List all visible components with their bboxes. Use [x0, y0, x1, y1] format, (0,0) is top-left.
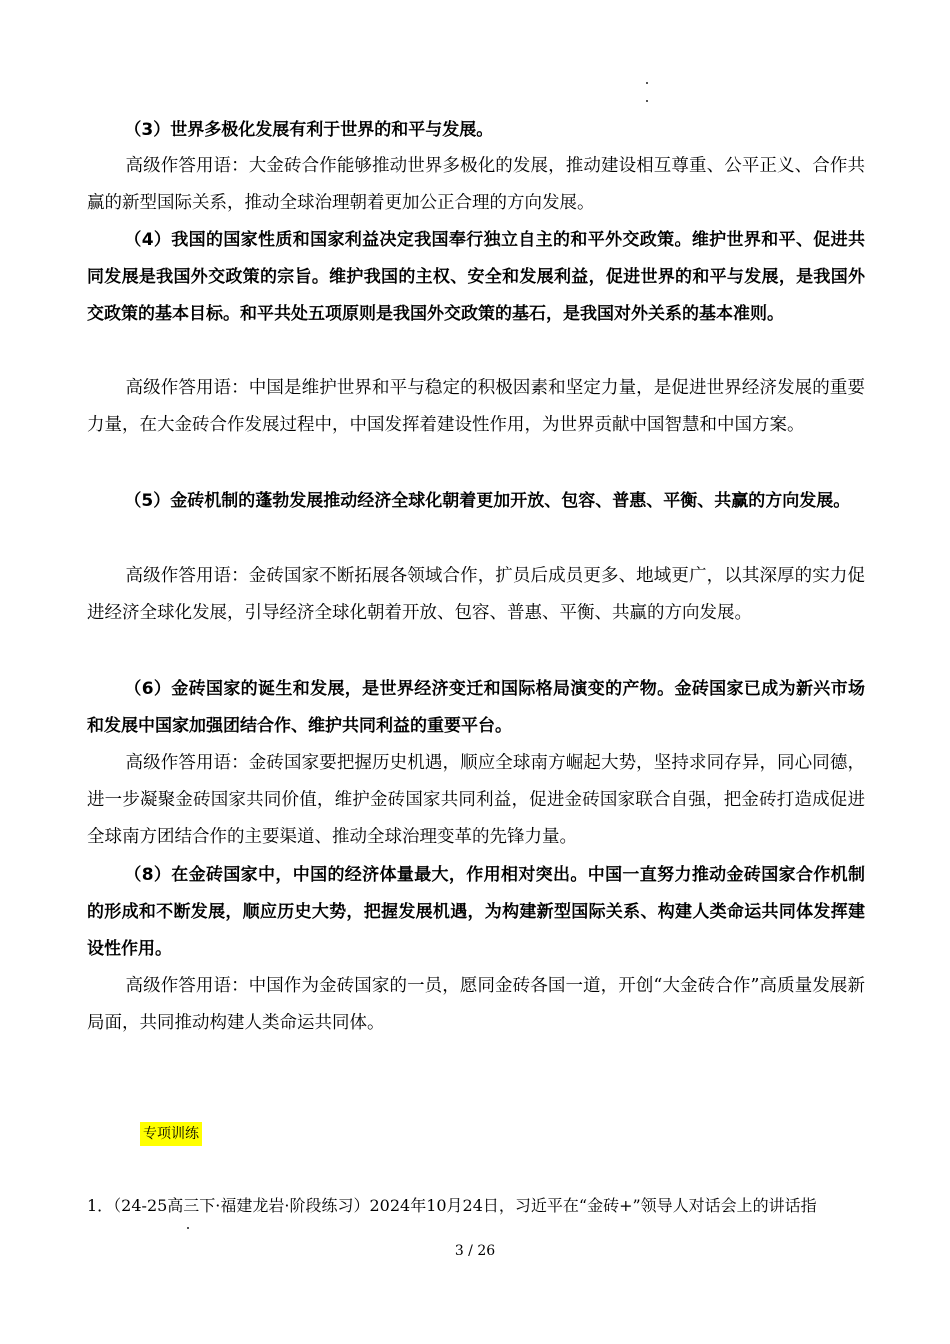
section-4-answer: 高级作答用语：中国是维护世界和平与稳定的积极因素和坚定力量，是促进世界经济发展的重要力量，在大金砖合作发展过程中，中国发挥着建设性作用，为世界贡献中国智慧和中国方案。 — [87, 378, 865, 435]
question-1: 1．（24-25高三下·福建龙岩·阶段练习）2024年10月24日，习近平在“金砖+”领导人对话会上的讲话指 — [87, 1196, 817, 1215]
section-5-heading: （5）金砖机制的蓬勃发展推动经济全球化朝着更加开放、包容、普惠、平衡、共赢的方向发展。 — [124, 491, 851, 511]
section-8-answer: 高级作答用语：中国作为金砖国家的一员，愿同金砖各国一道，开创“大金砖合作”高质量发展新局面，共同推动构建人类命运共同体。 — [87, 976, 865, 1033]
section-3-answer: 高级作答用语：大金砖合作能够推动世界多极化的发展，推动建设相互尊重、公平正义、合作共赢的新型国际关系，推动全球治理朝着更加公正合理的方向发展。 — [87, 156, 865, 213]
page-mark — [646, 82, 648, 84]
section-3-heading: （3）世界多极化发展有利于世界的和平与发展。 — [124, 120, 494, 140]
page-mark — [646, 100, 648, 102]
section-6-heading: （6）金砖国家的诞生和发展，是世界经济变迁和国际格局演变的产物。金砖国家已成为新兴市场和发展中国家加强团结合作、维护共同利益的重要平台。 — [87, 679, 865, 736]
training-label: 专项训练 — [140, 1122, 202, 1146]
section-6-answer: 高级作答用语：金砖国家要把握历史机遇，顺应全球南方崛起大势，坚持求同存异，同心同德，进一步凝聚金砖国家共同价值，维护金砖国家共同利益，促进金砖国家联合自强，把金砖打造成促进全球南方团结合作的主要渠道、推动全球治理变革的先锋力量。 — [87, 753, 865, 847]
page-mark — [187, 1227, 189, 1229]
page-number: 3 / 26 — [454, 1243, 496, 1259]
section-5-answer: 高级作答用语：金砖国家不断拓展各领域合作，扩员后成员更多、地域更广，以其深厚的实力促进经济全球化发展，引导经济全球化朝着开放、包容、普惠、平衡、共赢的方向发展。 — [87, 566, 865, 623]
section-4-heading: （4）我国的国家性质和国家利益决定我国奉行独立自主的和平外交政策。维护世界和平、促进共同发展是我国外交政策的宗旨。维护我国的主权、安全和发展利益，促进世界的和平与发展，是我国外交政策的基本目标。和平共处五项原则是我国外交政策的基石，是我国对外关系的基本准则。 — [87, 230, 865, 324]
section-8-heading: （8）在金砖国家中，中国的经济体量最大，作用相对突出。中国一直努力推动金砖国家合作机制的形成和不断发展，顺应历史大势，把握发展机遇，为构建新型国际关系、构建人类命运共同体发挥建设性作用。 — [87, 865, 865, 959]
